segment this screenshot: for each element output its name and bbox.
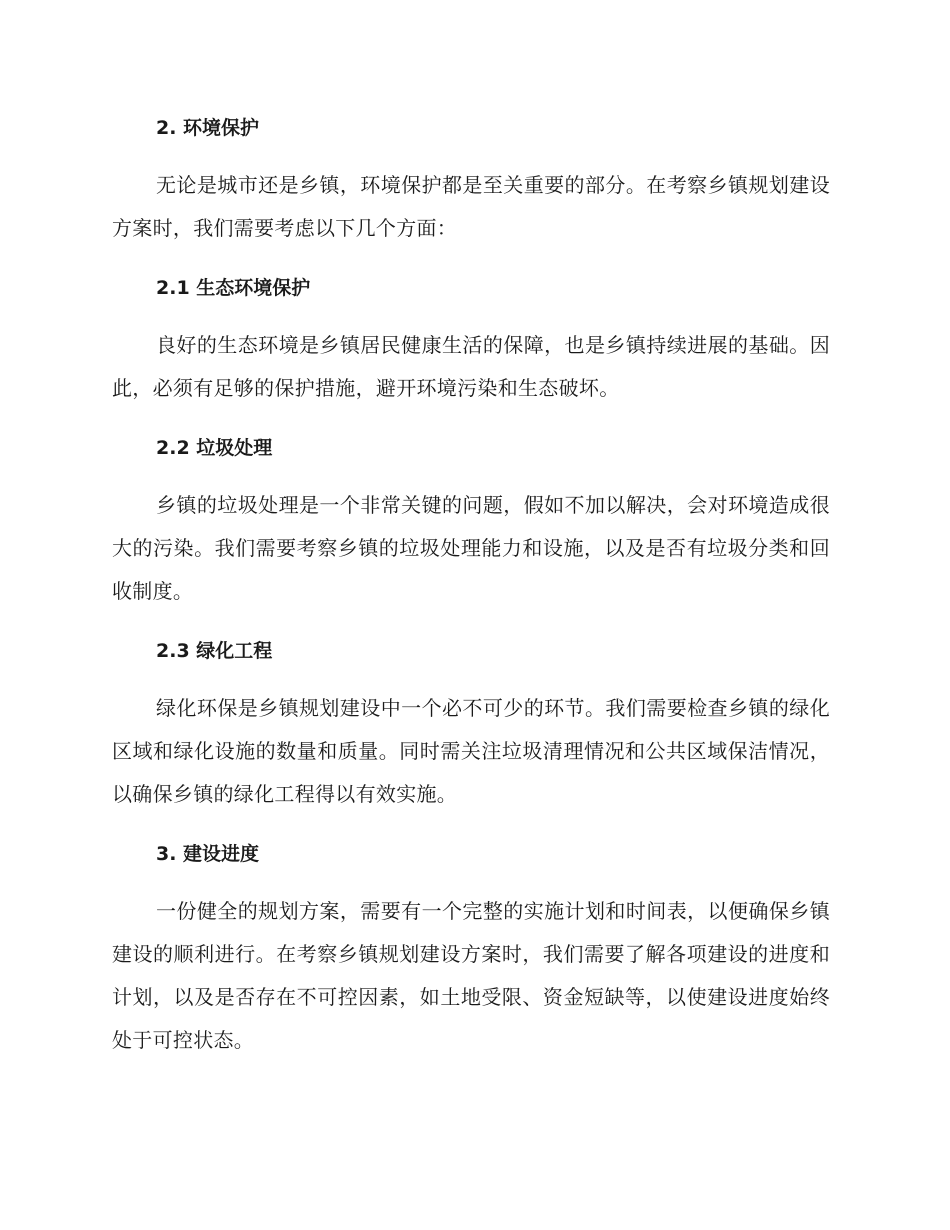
section-heading-environment-protection: 2. 环境保护 (156, 117, 260, 139)
section-heading-ecological-protection: 2.1 生态环境保护 (156, 277, 311, 299)
section-heading-garbage-disposal: 2.2 垃圾处理 (156, 437, 273, 459)
document-page (112, 108, 830, 1062)
paragraph-garbage-disposal: 乡镇的垃圾处理是一个非常关键的问题，假如不加以解决，会对环境造成很大的污染。我们需要考察乡镇的垃圾处理能力和设施，以及是否有垃圾分类和回收制度。 (112, 493, 830, 603)
paragraph-environment-protection: 无论是城市还是乡镇，环境保护都是至关重要的部分。在考察乡镇规划建设方案时，我们需要考虑以下几个方面： (112, 173, 830, 240)
paragraph-ecological-protection: 良好的生态环境是乡镇居民健康生活的保障，也是乡镇持续进展的基础。因此，必须有足够的保护措施，避开环境污染和生态破坏。 (112, 333, 830, 400)
paragraph-construction-progress: 一份健全的规划方案，需要有一个完整的实施计划和时间表，以便确保乡镇建设的顺利进行。在考察乡镇规划建设方案时，我们需要了解各项建设的进度和计划，以及是否存在不可控因素，如土地受限、资金短缺等，以使建设进度始终处于可控状态。 (112, 899, 830, 1052)
section-heading-greening-project: 2.3 绿化工程 (156, 640, 273, 662)
section-heading-construction-progress: 3. 建设进度 (156, 843, 260, 865)
paragraph-greening-project: 绿化环保是乡镇规划建设中一个必不可少的环节。我们需要检查乡镇的绿化区域和绿化设施的数量和质量。同时需关注垃圾清理情况和公共区域保洁情况，以确保乡镇的绿化工程得以有效实施。 (112, 696, 830, 806)
